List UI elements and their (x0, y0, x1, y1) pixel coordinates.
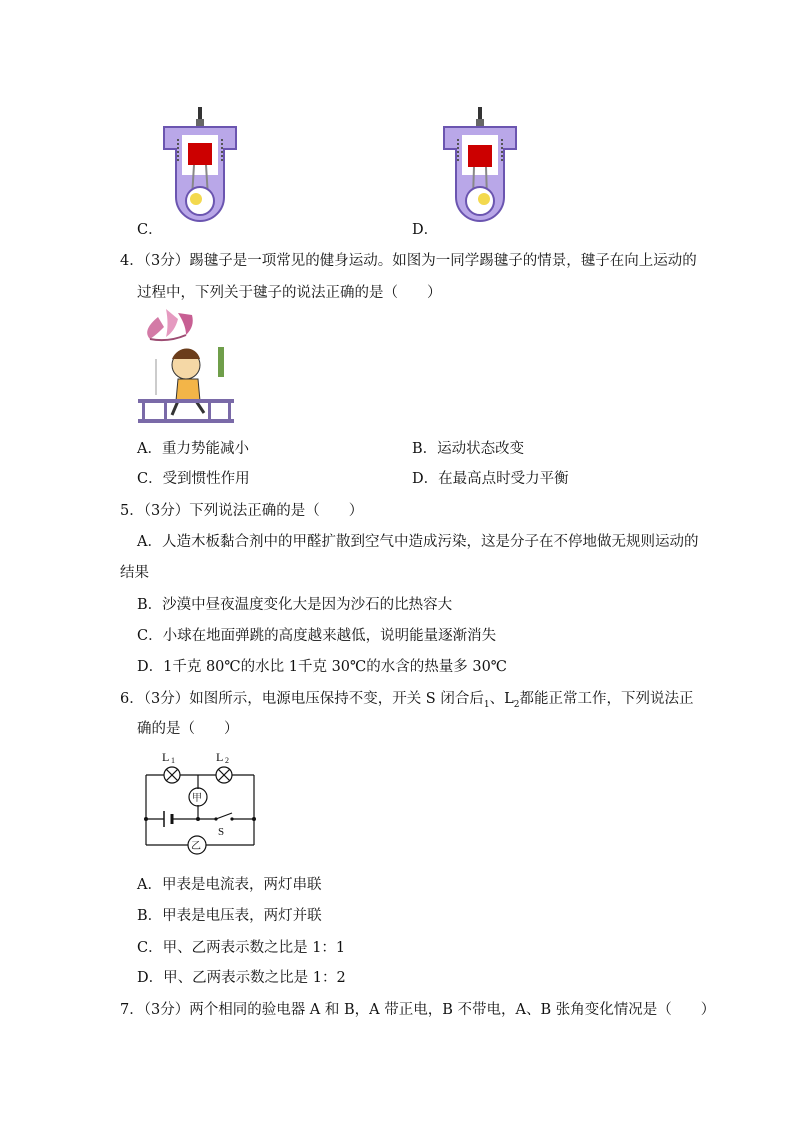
shuttlecock-kicking-illustration (138, 305, 234, 425)
q6-option-b[interactable]: B．甲表是电压表，两灯并联 (137, 908, 322, 924)
label-l1-sub: 1 (171, 756, 175, 765)
q6-stem-line1 (120, 687, 693, 710)
q5-option-c[interactable]: C．小球在地面弹跳的高度越来越低，说明能量逐渐消失 (137, 628, 497, 644)
q5-option-a-line2: 结果 (120, 565, 149, 581)
q5-option-d[interactable]: D．1千克 80℃的水比 1千克 30℃的水含的热量多 30℃ (137, 659, 508, 675)
q6-option-d[interactable]: D．甲、乙两表示数之比是 1：2 (137, 970, 346, 986)
q6-stem-text-c: 都能正常工作，下列说法正 (519, 691, 694, 707)
q4-option-c[interactable]: C．受到惯性作用 (137, 471, 250, 487)
q3-option-c[interactable]: C． (137, 222, 163, 238)
meter-yi: 乙 (191, 841, 201, 852)
label-switch-s: S (218, 826, 225, 838)
q4-option-d[interactable]: D．在最高点时受力平衡 (412, 471, 569, 487)
label-l2: L (216, 750, 224, 764)
q6-stem-text-a: 6．（3分）如图所示，电源电压保持不变，开关 S 闭合后 (120, 691, 484, 707)
q4-stem-line2: 过程中，下列关于毽子的说法正确的是（ ） (137, 285, 442, 301)
meter-jia: 甲 (192, 793, 202, 804)
q6-stem-sub1: 1 (483, 699, 490, 710)
q6-stem-text-b: 、L (489, 691, 514, 707)
q5-option-b[interactable]: B．沙漠中昼夜温度变化大是因为沙石的比热容大 (137, 597, 453, 613)
q6-stem-line2: 确的是（ ） (137, 721, 239, 737)
q7-stem: 7．（3分）两个相同的验电器 A 和 B，A 带正电，B 不带电，A、B 张角变化情况是（ ） (120, 1002, 716, 1018)
label-l1: L (162, 750, 170, 764)
q4-stem-line1: 4．（3分）踢毽子是一项常见的健身运动。如图为一同学踢毽子的情景，毽子在向上运动的 (120, 253, 697, 269)
q6-option-a[interactable]: A．甲表是电流表，两灯串联 (137, 877, 322, 893)
q6-option-c[interactable]: C．甲、乙两表示数之比是 1：1 (137, 940, 346, 956)
engine-diagram-c (160, 105, 240, 225)
q5-stem: 5．（3分）下列说法正确的是（ ） (120, 503, 364, 519)
q5-option-a-line1[interactable]: A．人造木板黏合剂中的甲醛扩散到空气中造成污染，这是分子在不停地做无规则运动的 (137, 534, 699, 550)
engine-diagram-d (440, 105, 520, 225)
q4-option-b[interactable]: B．运动状态改变 (412, 441, 525, 457)
label-l2-sub: 2 (225, 756, 229, 765)
q3-option-d[interactable]: D． (412, 222, 439, 238)
q6-stem-sub2: 2 (513, 699, 520, 710)
circuit-diagram (136, 745, 266, 860)
q4-option-a[interactable]: A．重力势能减小 (137, 441, 249, 457)
